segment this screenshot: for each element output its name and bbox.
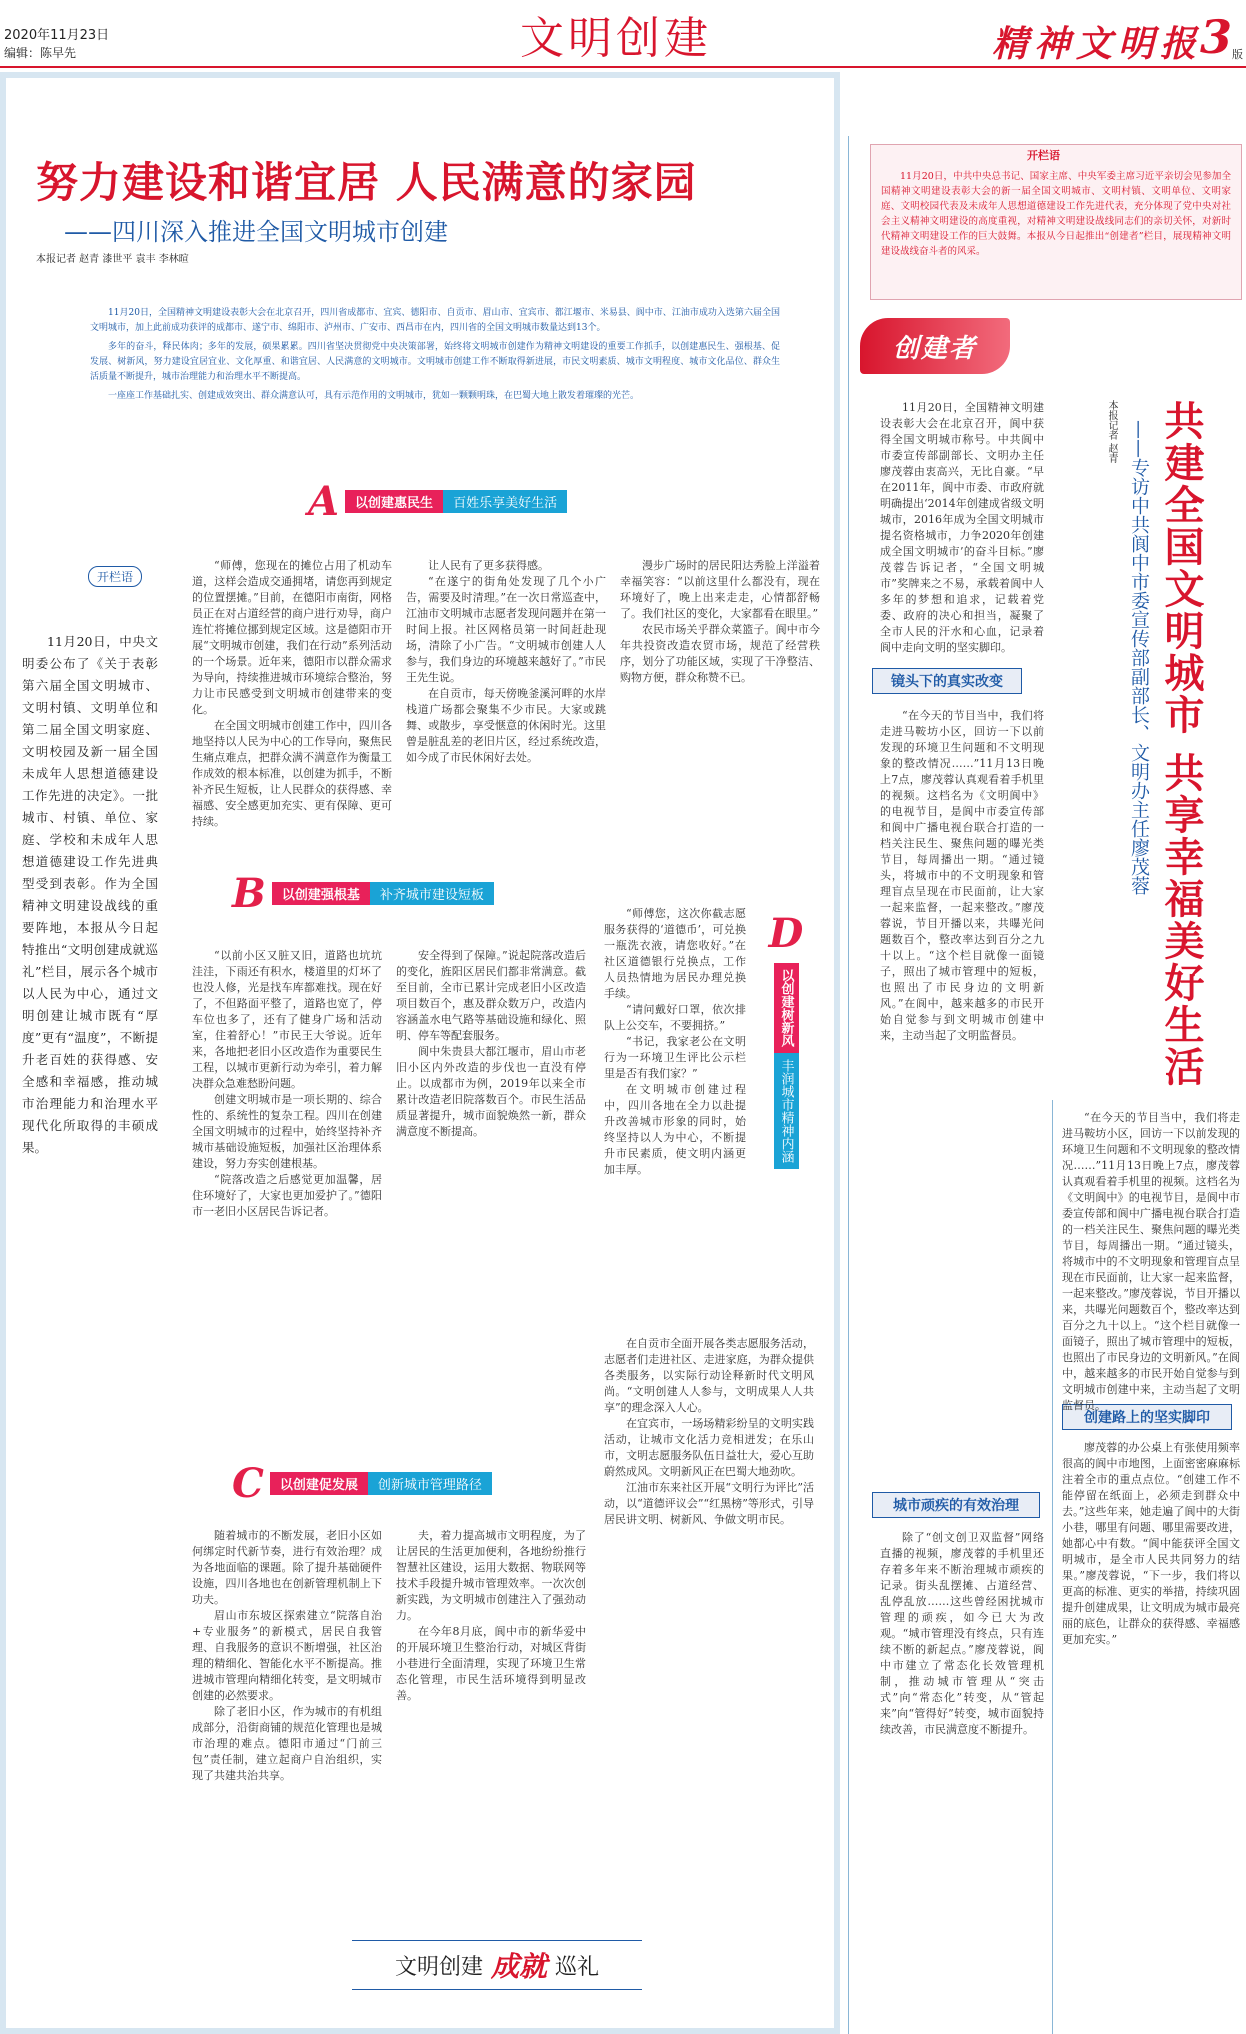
- interview-title: 共建全国文明城市 共享幸福美好生活: [1158, 400, 1204, 1088]
- paragraph: “院落改造之后感觉更加温馨，居住环境好了，大家也更加爱护了。”德阳市一老旧小区居民告诉记者。: [192, 1173, 382, 1218]
- interview-text: 廖茂蓉的办公桌上有张使用频率很高的阆中市地图，上面密密麻麻标注着全市的重点点位。“创建工作不能停留在纸面上，必须走到群众中去。”这些年来，她走遍了阆中的大街小巷，哪里有问题、哪里需要改进，她都心中有数。“阆中能获评全国文明城市，是全市人民共同努力的结果。”廖茂蓉说，“下一步，我们将以更高的标准、更实的举措，持续巩固提升创建成果，让文明成为城市最亮丽的底色，让群众的获得感、幸福感更加充实。”: [1062, 1441, 1240, 1646]
- paragraph: 创建文明城市是一项长期的、综合性的、系统性的复杂工程。四川在创建全国文明城市的过程中，始终坚持补齐城市基础设施短板，加强社区治理体系建设，努力夯实创建根基。: [192, 1093, 382, 1170]
- section-tag: 以创建树新风: [774, 963, 799, 1053]
- sidebar-left: [22, 566, 158, 1746]
- paragraph: 在文明城市创建过程中，四川各地在全力以赴提升改善城市形象的同时，始终坚持以人为中心，不断提升市民素质，使文明内涵更加丰厚。: [604, 1083, 746, 1176]
- paragraph: “书记，我家老公在文明行为一环境卫生评比公示栏里是否有我们家？”: [604, 1035, 746, 1080]
- paragraph: 让人民有了更多获得感。: [428, 559, 549, 572]
- text-column: [192, 1528, 382, 1938]
- paragraph: “在遂宁的街角处发现了几个小广告，需要及时清理。”在一次日常巡查中，江油市文明城市志愿者发现问题并在第一时间上报。社区网格员第一时间赶赴现场，清除了小广告。“文明城市创建人人参与，我们身边的环境越来越好了。”市民王先生说。: [406, 575, 606, 684]
- paragraph: 在自贡市全面开展各类志愿服务活动，志愿者们走进社区、走进家庭，为群众提供各类服务，以实际行动诠释新时代文明风尚。“文明创建人人参与，文明成果人人共享”的理念深入人心。: [604, 1337, 814, 1414]
- article-byline: 本报记者 赵青 漆世平 袁丰 李林暄: [36, 254, 189, 265]
- section-title: 创新城市管理路径: [368, 1472, 492, 1495]
- article-subtitle: ——四川深入推进全国文明城市创建: [64, 218, 448, 246]
- section-c-header: [232, 1460, 492, 1507]
- section-d-text: [604, 906, 746, 1326]
- section-tag: 以创建强根基: [272, 882, 370, 905]
- section-letter: A: [308, 478, 340, 525]
- text-column: [396, 948, 586, 1418]
- column-banner: [352, 1940, 642, 1990]
- section-a-header: [308, 478, 567, 525]
- logo-text: 创建者: [892, 333, 977, 364]
- paragraph: 漫步广场时的居民阳达秀脸上洋溢着幸福笑容：“以前这里什么都没有，现在环境好了，晚上出来走走，心情都舒畅了。我们社区的变化，大家都看在眼里。”: [620, 559, 820, 620]
- section-title: 百姓乐享美好生活: [443, 490, 567, 513]
- interview-text: 除了“创文创卫双监督”网络直播的视频，廖茂蓉的手机里还存着多年来不断治理城市顽疾的记录。街头乱摆摊、占道经营、乱停乱放……这些曾经困扰城市管理的顽疾，如今已大为改观。“城市管理没有终点，只有连续不断的新起点。”廖茂蓉说，阆中市建立了常态化长效管理机制，推动城市管理从“突击式”向“常态化”转变，从“管起来”向“管得好”转变，城市面貌持续改善，市民满意度不断提升。: [880, 1531, 1044, 1736]
- section-name: 文明创建: [520, 13, 712, 64]
- column-name: 文明创建: [394, 1954, 483, 1980]
- page-number: 3: [1200, 10, 1233, 64]
- paragraph: 农民市场关乎群众菜篮子。阆中市今年共投资改造农贸市场，规范了经营秩序，划分了功能区域，实现了干净整洁、购物方便，群众称赞不已。: [620, 623, 820, 684]
- paragraph: 在宜宾市，一场场精彩纷呈的文明实践活动，让城市文化活力竞相迸发；在乐山市，文明志愿服务队伍日益壮大，爱心互助蔚然成风。文明新风正在巴蜀大地劲吹。: [604, 1417, 814, 1478]
- interview-heading: 创建路上的坚实脚印: [1062, 1404, 1232, 1430]
- divider: [1052, 1100, 1053, 2034]
- section-letter: D: [768, 910, 804, 957]
- masthead: [0, 0, 1246, 68]
- section-title: 补齐城市建设短板: [370, 882, 494, 905]
- section-tag: 以创建惠民生: [345, 490, 443, 513]
- paragraph: 随着城市的不断发展，老旧小区如何绑定时代新节奏，进行有效治理？成为各地面临的课题。除了提升基础硬件设施，四川各地也在创新管理机制上下功夫。: [192, 1529, 382, 1606]
- text-column: [192, 558, 392, 858]
- lead-paragraph: 多年的奋斗，释民体肉；多年的发展，硕果累累。四川省坚决贯彻党中央决策部署，始终将文明城市创建作为精神文明建设的重要工作抓手，以创建惠民生、强根基、促发展、树新风，努力建设宜居宜业、文化厚重、和谐宜居、人民满意的文明城市。文明城市创建工作不断取得新进展，市民文明素质、城市文明程度、城市文化品位、群众生活质量不断提升，城市治理能力和治理水平不断提高。: [90, 342, 780, 382]
- interview-text-continued: [1062, 1110, 1240, 1412]
- lead-paragraph: 11月20日，全国精神文明建设表彰大会在北京召开，四川省成都市、宜宾、德阳市、自贡市、眉山市、宜宾市、都江堰市、米易县、阆中市、江油市成功入选第六届全国文明城市，加上此前成功获评的成都市、遂宁市、绵阳市、泸州市、广安市、西昌市在内，四川省的全国文明城市数量达到13个。: [90, 308, 780, 333]
- section-tag: 以创建促发展: [270, 1472, 368, 1495]
- creator-logo: [860, 318, 1010, 374]
- paragraph: 夫，着力提高城市文明程度，为了让居民的生活更加便利，各地纷纷推行智慧社区建设，运用大数据、物联网等技术手段提升城市管理效率。一次次创新实践，为文明城市创建注入了强劲动力。: [396, 1529, 586, 1622]
- paragraph: 在全国文明城市创建工作中，四川各地坚持以人民为中心的工作导向，聚焦民生痛点难点，把群众满不满意作为衡量工作成效的根本标准，以创建为抓手，不断补齐民生短板，让人民群众的获得感、幸福感、安全感更加充实、更有保障、更可持续。: [192, 719, 392, 828]
- paragraph: 阆中朱贵县大都江堰市，眉山市老旧小区内外改造的步伐也一直没有停止。以成都市为例，2019年以来全市累计改造老旧院落数百个。市民生活品质显著提升，城市面貌焕然一新，群众满意度不断提高。: [396, 1045, 586, 1138]
- note-text: 11月20日，中共中央总书记、国家主席、中央军委主席习近平亲切会见参加全国精神文明建设表彰大会的新一届全国文明城市、文明村镇、文明单位、文明家庭、文明校园代表及未成年人思想道德建设工作先进代表，充分体现了党中央对社会主义精神文明建设的高度重视，对精神文明建设战线同志们的亲切关怀，对新时代精神文明建设工作的巨大鼓舞。本报从今日起推出“创建者”栏目，展现精神文明建设战线奋斗者的风采。: [881, 171, 1231, 257]
- interview-subtitle: ——专访中共阆中市委宣传部副部长、文明办主任廖茂蓉: [1128, 420, 1150, 895]
- section-d-header: [756, 910, 816, 1169]
- text-column: [192, 948, 382, 1418]
- editor-note: [870, 144, 1242, 300]
- paragraph: “师傅，您现在的摊位占用了机动车道，这样会造成交通拥堵，请您再到规定的位置摆摊。”目前，在德阳市南街，网格员正在对占道经营的商户进行劝导，商户连忙将摊位挪到规定区域。这是德阳市开展“文明城市创建，我们在行动”系列活动的一个场景。近年来，德阳市以群众需求为导向，持续推进城市环境综合整治，努力让市民感受到文明城市创建带来的变化。: [192, 559, 392, 716]
- paragraph: 安全得到了保障。”说起院落改造后的变化，旌阳区居民们都非常满意。截至目前，全市已累计完成老旧小区改造项目数百个，惠及群众数万户，改造内容涵盖水电气路等基础设施和绿化、照明、停车等配套服务。: [396, 949, 586, 1042]
- text-column: [620, 558, 820, 838]
- paragraph: “请问戴好口罩，依次排队上公交车，不要拥挤。”: [604, 1003, 746, 1032]
- interview-intro: 11月20日，全国精神文明建设表彰大会在北京召开，阆中获得全国文明城市称号。中共阆中市委宣传部副部长、文明办主任廖茂蓉由衷高兴，无比自豪。“早在2011年，阆中市委、市政府就明确提出‘2014年创建成省级文明城市，2016年成为全国文明城市提名资格城市，力争2020年创建成全国文明城市’的奋斗目标。”廖茂蓉告诉记者，“全国文明城市”奖牌来之不易，承载着阆中人多年的梦想和追求，记载着党委、政府的决心和担当，凝聚了全市人民的汗水和心血，记录着阆中走向文明的坚实脚印。: [880, 401, 1044, 654]
- interview-text: “在今天的节目当中，我们将走进马鞍坊小区，回访一下以前发现的环境卫生问题和不文明现象的整改情况……”11月13日晚上7点，廖茂蓉认真观看着手机里的视频。这档名为《文明阆中》的电视节目，是阆中市委宣传部和阆中广播电视台联合打造的一档关注民生、聚焦问题的曝光类节目，每周播出一期。“通过镜头，将城市中的不文明现象和管理盲点呈现在市民面前，让大家一起来监督，一起来整改。”廖茂蓉说，节目开播以来，共曝光问题数百个，整改率达到百分之九十以上。“这个栏目就像一面镜子，照出了城市管理中的短板，也照出了市民身边的文明新风。”在阆中，越来越多的市民开始自觉参与到文明城市创建中来，主动当起了文明监督员。: [880, 709, 1044, 1042]
- interview-heading: 镜头下的真实改变: [872, 668, 1022, 694]
- section-d-text: [604, 1336, 814, 1946]
- paragraph: 在自贡市，每天傍晚釜溪河畔的水岸栈道广场都会聚集不少市民。大家或跳舞、或散步，享受惬意的休闲时光。这里曾是脏乱差的老旧片区，经过系统改造，如今成了市民休闲好去处。: [406, 687, 606, 764]
- section-letter: C: [232, 1460, 264, 1507]
- lead-paragraph: 一座座工作基础扎实、创建成效突出、群众满意认可，具有示范作用的文明城市，犹如一颗颗明珠，在巴蜀大地上散发着璀璨的光芒。: [108, 391, 640, 401]
- paragraph: 除了老旧小区，作为城市的有机组成部分，沿街商铺的规范化管理也是城市治理的难点。德阳市通过“门前三包”责任制，建立起商户自治组织，实现了共建共治共享。: [192, 1705, 382, 1782]
- sidebar-text: 11月20日，中央文明委公布了《关于表彰第六届全国文明城市、文明村镇、文明单位和第二届全国文明家庭、文明校园及新一届全国未成年人思想道德建设工作先进的决定》。一批城市、村镇、单位、家庭、学校和未成年人思想道德建设工作先进典型受到表彰。作为全国精神文明建设战线的重要阵地，本报从今日起特推出“文明创建成就巡礼”栏目，展示各个城市以人民为中心，通过文明创建让城市既有“厚度”更有“温度”，不断提升老百姓的获得感、安全感和幸福感，推动城市治理能力和治理水平现代化所取得的丰硕成果。: [22, 634, 158, 1155]
- divider: [848, 136, 849, 2034]
- sidebar-tag: 开栏语: [88, 566, 142, 587]
- column-name-accent: 成就: [490, 1950, 547, 1983]
- masthead-rule: [0, 66, 1246, 68]
- section-b-body: [192, 948, 592, 1418]
- interview-heading: 城市顽疾的有效治理: [872, 1492, 1040, 1518]
- paragraph: 在今年8月底，阆中市的新华爱中的开展环境卫生整治行动，对城区背街小巷进行全面清理，实现了环境卫生常态化管理，市民生活环境得到明显改善。: [396, 1625, 586, 1702]
- section-c-body: [192, 1528, 592, 1938]
- editor-credit: 编辑：陈早先: [4, 46, 77, 60]
- text-column: [406, 558, 606, 858]
- paragraph: “师傅您，这次你截志愿服务获得的‘道德币’，可兑换一瓶洗衣液，请您收好。”在社区道德银行兑换点，工作人员热情地为居民办理兑换手续。: [604, 907, 746, 1000]
- page-unit: 版: [1232, 48, 1243, 61]
- article-lead: [90, 306, 780, 404]
- note-tag: 开栏语: [1027, 149, 1060, 162]
- date: 2020年11月23日: [4, 28, 110, 43]
- section-title: 丰润城市精神内涵: [774, 1053, 799, 1169]
- section-letter: B: [232, 870, 266, 917]
- section-b-header: [232, 870, 494, 917]
- paragraph: 江油市东来社区开展“文明行为评比”活动，以“道德评议会”“红黑榜”等形式，引导居民讲文明、树新风、争做文明市民。: [604, 1481, 814, 1526]
- paragraph: “以前小区又脏又旧，道路也坑坑洼洼，下雨还有积水，楼道里的灯坏了也没人修，光是找车库都难找。现在好了，不但路面平整了，道路也宽了，停车位也多了，还有了健身广场和活动室，住着舒心！”市民王大爷说。近年来，各地把老旧小区改造作为重要民生工程，以城市更新行动为牵引，着力解决群众急难愁盼问题。: [192, 949, 382, 1090]
- interview-byline: 本报记者 赵青: [1106, 400, 1117, 464]
- paragraph: 眉山市东坡区探索建立“院落自治+专业服务”的新模式，居民自我管理、自我服务的意识不断增强，社区治理的精细化、智能化水平不断提高。推进城市管理向精细化转变，是文明城市创建的必然要求。: [192, 1609, 382, 1702]
- text-column: [396, 1528, 586, 1938]
- column-name: 巡礼: [555, 1954, 600, 1980]
- paragraph: “在今天的节目当中，我们将走进马鞍坊小区，回访一下以前发现的环境卫生问题和不文明现象的整改情况……”11月13日晚上7点，廖茂蓉认真观看着手机里的视频。这档名为《文明阆中》的电视节目，是阆中市委宣传部和阆中广播电视台联合打造的一档关注民生、聚焦问题的曝光类节目，每周播出一期。“通过镜头，将城市中的不文明现象和管理盲点呈现在市民面前，让大家一起来监督，一起来整改。”廖茂蓉说，节目开播以来，共曝光问题数百个，整改率达到百分之九十以上。“这个栏目就像一面镜子，照出了城市管理中的短板，也照出了市民身边的文明新风。”在阆中，越来越多的市民开始自觉参与到文明城市创建中来，主动当起了文明监督员。: [1062, 1111, 1240, 1412]
- section-a-body: [192, 558, 822, 858]
- paper-name: 精神文明报: [992, 23, 1203, 65]
- article-title: 努力建设和谐宜居 人民满意的家园: [36, 158, 697, 207]
